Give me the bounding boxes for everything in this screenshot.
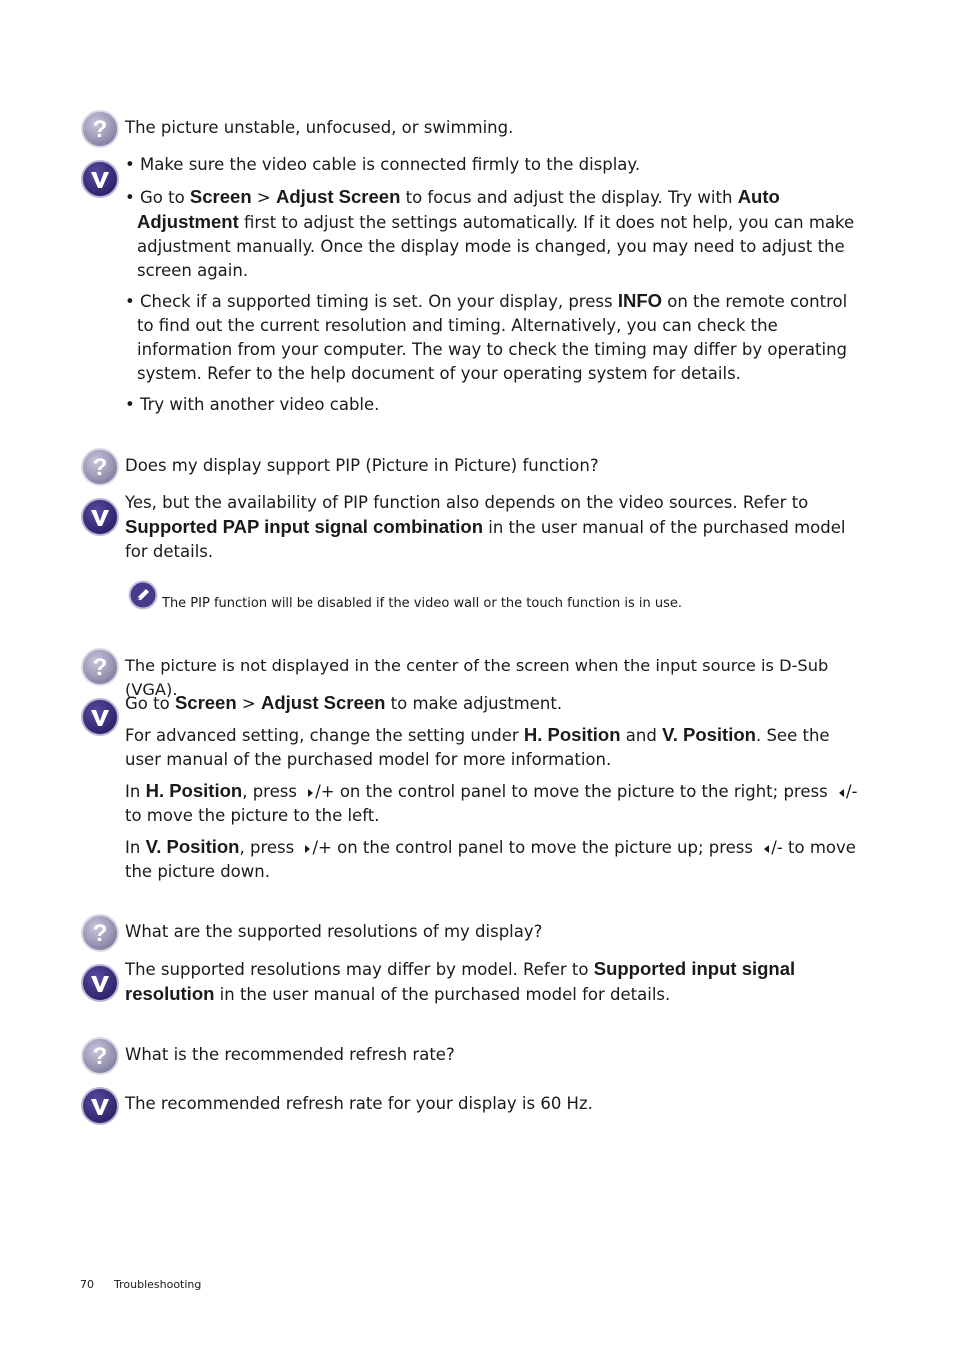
- answer-check-icon: [80, 963, 120, 1003]
- question-icon: [80, 447, 120, 487]
- right-arrow-icon: [305, 845, 310, 853]
- right-arrow-icon: [308, 789, 313, 797]
- page-number: 70: [80, 1278, 94, 1291]
- answer-bullet: • Try with another video cable.: [125, 395, 380, 414]
- answer-bullet: • Check if a supported timing is set. On your display, press INFO on the remote control to find out the current resolution and timing. Alternatively, you can check the information from your computer. The way to check the timing may differ by operating system. Refer to the help document of your operating system for details.: [125, 290, 848, 383]
- question-icon: [80, 109, 120, 149]
- svg-text:?: ?: [92, 1043, 108, 1070]
- answer-text: Yes, but the availability of PIP function also depends on the video sources. Refer to Supported PAP input signal combination in the user manual of the purchased model for details.: [125, 493, 846, 561]
- question-text: What are the supported resolutions of my display?: [125, 922, 543, 941]
- question-text: What is the recommended refresh rate?: [125, 1045, 455, 1064]
- answer-text: For advanced setting, change the setting under H. Position and V. Position. See the user manual of the purchased model for more information.: [125, 724, 830, 769]
- answer-check-icon: [80, 159, 120, 199]
- question-icon: [80, 913, 120, 953]
- svg-text:?: ?: [92, 454, 108, 481]
- left-arrow-icon: [764, 845, 769, 853]
- answer-text: The recommended refresh rate for your display is 60 Hz.: [125, 1094, 593, 1113]
- answer-text: The supported resolutions may differ by model. Refer to Supported input signal resolution in the user manual of the purchased model for details.: [125, 958, 796, 1004]
- question-icon: [80, 1036, 120, 1076]
- question-text: The picture is not displayed in the center of the screen when the input source is D-Sub (VGA).: [125, 656, 829, 699]
- question-icon: [80, 647, 120, 687]
- svg-text:?: ?: [92, 920, 108, 947]
- svg-text:?: ?: [92, 654, 108, 681]
- question-text: The picture unstable, unfocused, or swimming.: [125, 118, 514, 137]
- question-text: Does my display support PIP (Picture in Picture) function?: [125, 456, 599, 475]
- answer-check-icon: [80, 697, 120, 737]
- answer-text: Go to Screen > Adjust Screen to make adjustment.: [125, 692, 563, 713]
- pencil-note-icon: [128, 580, 158, 610]
- answer-text: In H. Position, press /+ on the control panel to move the picture to the right; press /- to move the picture to the left.: [125, 780, 858, 825]
- answer-check-icon: [80, 1086, 120, 1126]
- left-arrow-icon: [839, 789, 844, 797]
- note-text: The PIP function will be disabled if the video wall or the touch function is in use.: [162, 596, 682, 611]
- answer-bullet: • Go to Screen > Adjust Screen to focus and adjust the display. Try with Auto Adjustment first to adjust the settings automatically. If it does not help, you can make adjustment manually. Once the display mode is changed, you may need to adjust the screen again.: [125, 186, 855, 280]
- answer-text: In V. Position, press /+ on the control panel to move the picture up; press /- to move the picture down.: [125, 836, 856, 881]
- answer-check-icon: [80, 497, 120, 537]
- answer-bullet: • Make sure the video cable is connected firmly to the display.: [125, 155, 641, 174]
- footer-section-title: Troubleshooting: [114, 1278, 202, 1291]
- svg-text:?: ?: [92, 116, 108, 143]
